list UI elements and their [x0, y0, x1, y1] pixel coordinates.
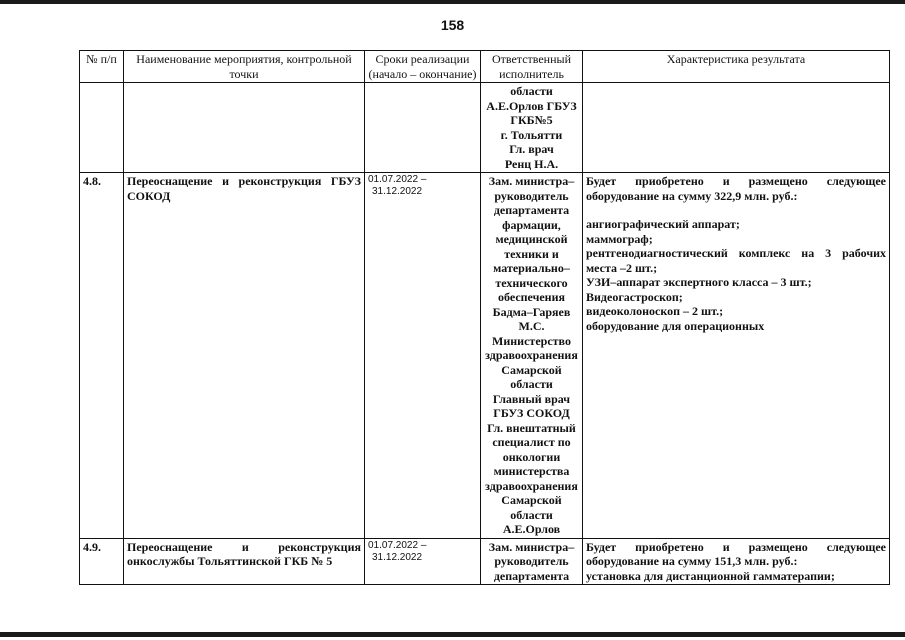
- top-border-line: [0, 0, 905, 4]
- header-num: № п/п: [80, 51, 124, 83]
- table-row: [80, 173, 890, 539]
- header-responsible: Ответственный исполнитель: [481, 51, 583, 83]
- row-num-cell: [80, 83, 124, 173]
- bottom-border-line: [0, 632, 905, 637]
- row-name-cell: [124, 83, 365, 173]
- row-name-cell: Переоснащение и реконструкция ГБУЗ СОКОД: [124, 173, 365, 539]
- table-row: [80, 83, 890, 173]
- row-num-cell: 4.9.: [80, 538, 124, 585]
- row-responsible-cell: Зам. министра– руководитель департамента фармации, медицинской техники и материально– технического обеспечения Бадма–Гаряев М.С. Министерство здравоохранения Самарской области Главный врач ГБУЗ СОКОД Гл. внештатный специалист по онкологии министерства здравоохранения Самарской области А.Е.Орлов: [481, 173, 583, 539]
- row-responsible-cell: Зам. министра– руководитель департамента: [481, 538, 583, 585]
- header-name: Наименование мероприятия, контрольной точки: [124, 51, 365, 83]
- header-result: Характеристика результата: [583, 51, 890, 83]
- row-responsible-cell: области А.Е.Орлов ГБУЗ ГКБ№5 г. Тольятти Гл. врач Ренц Н.А.: [481, 83, 583, 173]
- row-result-cell: [583, 83, 890, 173]
- row-num-cell: 4.8.: [80, 173, 124, 539]
- table-header-row: [80, 51, 890, 83]
- row-result-cell: Будет приобретено и размещено следующее оборудование на сумму 151,3 млн. руб.: установка для дистанционной гамматерапии;: [583, 538, 890, 585]
- table-row: [80, 538, 890, 585]
- measures-table: [79, 50, 890, 585]
- row-dates-cell: 01.07.2022 – 31.12.2022: [365, 538, 481, 585]
- row-result-cell: Будет приобретено и размещено следующее оборудование на сумму 322,9 млн. руб.: ангиографический аппарат; маммограф; рентгенодиагностический комплекс на 3 рабочих места –2 шт.; УЗИ–аппарат экспертного класса – 3 шт.; Видеогастроскоп; видеоколоноскоп – 2 шт.; оборудование для операционных: [583, 173, 890, 539]
- header-dates: Сроки реализации (начало – окончание): [365, 51, 481, 83]
- page-number: 158: [440, 17, 465, 33]
- row-dates-cell: [365, 83, 481, 173]
- row-name-cell: Переоснащение и реконструкция онкослужбы Тольяттинской ГКБ № 5: [124, 538, 365, 585]
- row-dates-cell: 01.07.2022 – 31.12.2022: [365, 173, 481, 539]
